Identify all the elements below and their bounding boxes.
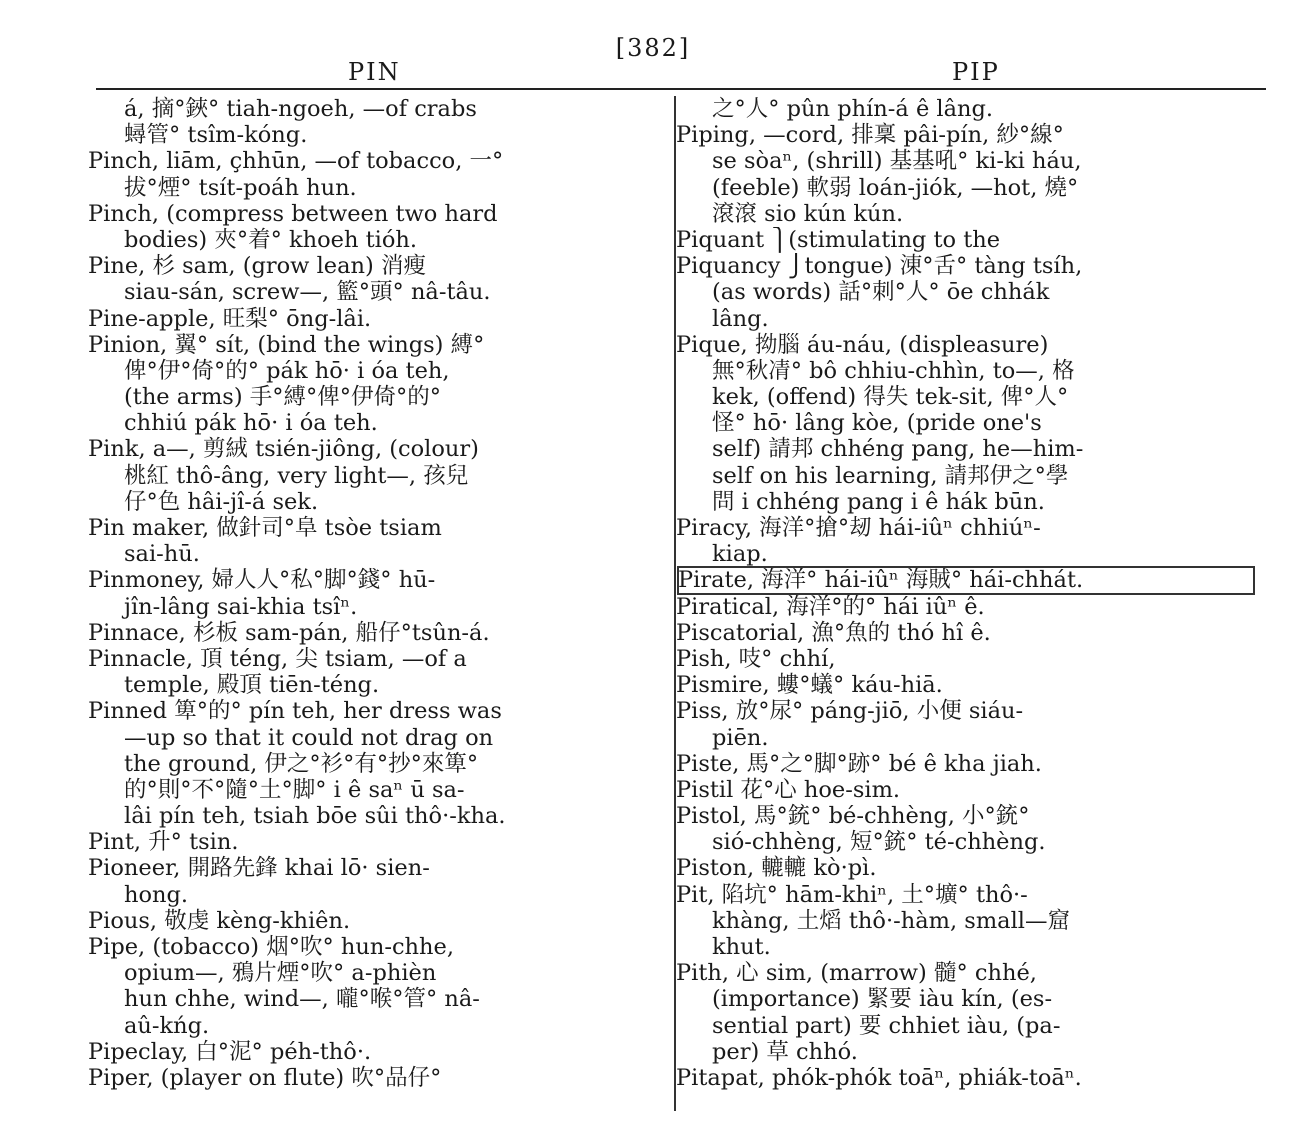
page-number: [382] xyxy=(615,34,691,62)
dict-line: bodies) 夾°着° khoeh tióh. xyxy=(124,226,418,253)
dict-line: Piper, (player on flute) 吹°品仔° xyxy=(88,1064,442,1091)
dict-line: Piss, 放°尿° páng-jiō, 小便 siáu- xyxy=(676,698,1024,725)
dict-line: Pipe, (tobacco) 烟°吹° hun-chhe, xyxy=(88,934,454,960)
dict-line: Pish, 吱° chhí, xyxy=(676,645,836,672)
dict-line: hun chhe, wind—, 嚨°喉°管° nâ- xyxy=(124,986,480,1013)
dict-line: sential part) 要 chhiet iàu, (pa- xyxy=(712,1012,1061,1039)
dict-line: 之°人° pûn phín-á ê lâng. xyxy=(712,96,994,122)
dict-line: 的°則°不°隨°土°脚° i ê saⁿ ū sa- xyxy=(124,776,465,803)
dict-line: Pin maker, 做針司°阜 tsòe tsiam xyxy=(88,515,442,541)
dict-line: (as words) 話°刺°人° ōe chhák xyxy=(712,279,1050,306)
dict-line: Pinch, liām, ҫhhūn, —of tobacco, 一° xyxy=(88,148,504,175)
dict-line: (importance) 緊要 iàu kín, (es- xyxy=(712,986,1053,1013)
dict-line: Pipeclay, 白°泥° péh-thô·. xyxy=(88,1038,372,1065)
dict-line: self on his learning, 請邦伊之°學 xyxy=(712,462,1069,489)
dict-line: 問 i chhéng pang i ê hák būn. xyxy=(712,488,1045,515)
dict-line: Piracy, 海洋°搶°刼 hái-iûⁿ chhiúⁿ- xyxy=(676,515,1041,541)
dict-line: Pinch, (compress between two hard xyxy=(88,200,498,227)
dict-line: the ground, 伊之°衫°有°抄°來箄° xyxy=(124,750,479,777)
dict-line: aû-kńg. xyxy=(124,1012,210,1039)
dict-line: khut. xyxy=(712,934,771,960)
dict-line: Pique, 拗腦 áu-náu, (displeasure) xyxy=(676,331,1049,358)
dict-line: Piquancy ⎭tongue) 涷°舌° tàng tsíh, xyxy=(676,253,1083,280)
guide-word-left: PIN xyxy=(348,58,401,86)
dict-line: lâi pín teh, tsiah bōe sûi thô·-kha. xyxy=(124,803,506,830)
dict-line: Piscatorial, 漁°魚的 thó hî ê. xyxy=(676,619,991,646)
dict-line: 怪° hō· lâng kòe, (pride one's xyxy=(712,410,1042,437)
dict-line: hong. xyxy=(124,881,189,908)
dict-line: 桃紅 thô-âng, very light—, 孩兒 xyxy=(124,462,469,489)
dict-line: chhiú pák hō· i óa teh. xyxy=(124,410,378,437)
dict-line: Piping, —cord, 排稟 pâi-pín, 紗°線° xyxy=(676,122,1064,149)
highlighted-entry-pirate: Pirate, 海洋° hái-iûⁿ 海賊° hái-chhát. xyxy=(678,567,1254,593)
dict-line: Pine-apple, 旺梨° ōng-lâi. xyxy=(88,305,372,332)
dict-line: kiap. xyxy=(712,541,768,568)
dict-line: Piratical, 海洋°的° hái iûⁿ ê. xyxy=(676,593,985,620)
dict-line: Pit, 陷坑° hām-khiⁿ, 土°壙° thô·- xyxy=(676,881,1028,908)
dict-line: á, 摘°鋏° tiah-ngoeh, —of crabs xyxy=(124,96,477,122)
dict-line: Pink, a—, 剪絨 tsién-jiông, (colour) xyxy=(88,436,479,463)
dict-line: jîn-lâng sai-khia tsîⁿ. xyxy=(124,593,358,620)
dict-line: Piquant ⎫(stimulating to the xyxy=(676,226,1001,253)
dict-line: siau-sán, screw—, 籃°頭° nâ-tâu. xyxy=(124,279,491,306)
left-column xyxy=(88,96,670,1091)
dict-line: 拔°煙° tsít-poáh hun. xyxy=(124,174,357,201)
dict-line: Pinmoney, 婦人人°私°脚°錢° hū- xyxy=(88,567,436,594)
dict-line: Pinned 箄°的° pín teh, her dress was xyxy=(88,698,502,725)
dict-line: sai-hū. xyxy=(124,541,200,568)
dict-line: 仔°色 hâi-jî-á sek. xyxy=(124,488,319,515)
dict-line: kek, (offend) 得失 tek-sit, 俾°人° xyxy=(712,384,1069,411)
dict-line: Pistil 花°心 hoe-sim. xyxy=(676,776,901,803)
dict-line: piēn. xyxy=(712,724,769,751)
dict-line: self) 請邦 chhéng pang, he—him- xyxy=(712,436,1084,463)
right-column xyxy=(676,96,1260,1091)
dict-line: (the arms) 手°縛°俾°伊倚°的° xyxy=(124,384,442,411)
dict-line: Piste, 馬°之°脚°跡° bé ê kha jiah. xyxy=(676,750,1042,777)
dict-line: Pint, 升° tsin. xyxy=(88,829,239,856)
dict-line: per) 草 chhó. xyxy=(712,1038,858,1065)
dict-line: 滾滾 sio kún kún. xyxy=(712,200,904,227)
dict-line: 蟳管° tsîm-kóng. xyxy=(124,122,308,149)
dict-line: sió-chhèng, 短°銃° té-chhèng. xyxy=(712,829,1046,856)
dict-line: Pious, 敬虔 kèng-khiên. xyxy=(88,907,351,934)
dict-line: Pith, 心 sim, (marrow) 髓° chhé, xyxy=(676,960,1037,987)
dict-line: Piston, 轆轆 kò·pì. xyxy=(676,855,877,882)
dict-line: Pinion, 翼° sít, (bind the wings) 縛° xyxy=(88,331,485,358)
dict-line: Pine, 杉 sam, (grow lean) 消瘦 xyxy=(88,253,426,280)
dict-line: Pinnace, 杉板 sam-pán, 船仔°tsûn-á. xyxy=(88,619,490,646)
dict-line: Pistol, 馬°銃° bé-chhèng, 小°銃° xyxy=(676,803,1030,830)
dict-line: temple, 殿頂 tiēn-téng. xyxy=(124,672,380,699)
dict-line: opium—, 鴉片煙°吹° a-phièn xyxy=(124,960,437,987)
dict-line: lâng. xyxy=(712,305,769,332)
guide-word-right: PIP xyxy=(952,58,1000,86)
dict-line: 無°秋凊° bô chhiu-chhìn, to—, 格 xyxy=(712,357,1075,384)
dict-line: —up so that it could not drag on xyxy=(124,724,494,751)
dict-line: Pinnacle, 頂 téng, 尖 tsiam, —of a xyxy=(88,645,467,672)
dict-line: Pioneer, 開路先鋒 khai lō· sien- xyxy=(88,855,430,882)
dict-line: (feeble) 軟弱 loán-jiók, —hot, 燒° xyxy=(712,174,1079,201)
dict-line: 俾°伊°倚°的° pák hō· i óa teh, xyxy=(124,357,450,384)
dict-line: Pismire, 螻°蟻° káu-hiā. xyxy=(676,672,943,699)
dict-line: Pitapat, phók-phók toāⁿ, phiák-toāⁿ. xyxy=(676,1064,1082,1091)
header-rule xyxy=(96,88,1266,90)
dict-line: se sòaⁿ, (shrill) 基基吼° ki-ki háu, xyxy=(712,148,1082,175)
dict-line: khàng, 土熖 thô·-hàm, small—窟 xyxy=(712,907,1070,934)
